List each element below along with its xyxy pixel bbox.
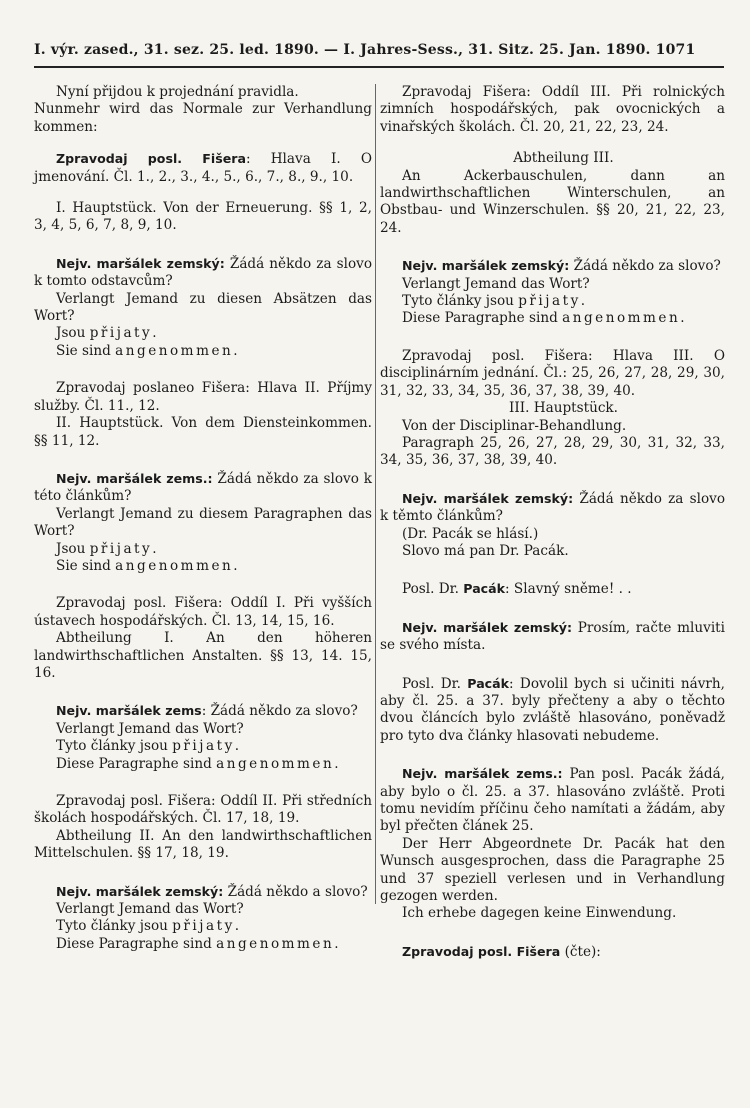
speaker-name: Nejv. maršálek zems: [56, 703, 202, 719]
paragraph: Zpravodaj posl. Fišera: Oddíl I. Při vyšších ústavech hospodářských. Čl. 13, 14, 15, 16.: [34, 595, 372, 629]
paragraph: Paragraph 25, 26, 27, 28, 29, 30, 31, 32, 33, 34, 35, 36, 37, 38, 39, 40.: [380, 434, 725, 469]
paragraph: Diese Paragraphe sind angenommen.: [402, 310, 685, 327]
paragraph: Tyto články jsou přijaty.: [402, 293, 586, 310]
paragraph: Nejv. maršálek zemský: Žádá někdo a slovo?: [56, 883, 368, 900]
paragraph: Jsou přijaty.: [56, 540, 157, 557]
paragraph: Tyto články jsou přijaty.: [56, 738, 240, 755]
paragraph: Nejv. maršálek zemský: Žádá někdo za slovo?: [402, 258, 721, 275]
paragraph: III. Hauptstück.: [509, 400, 618, 417]
paragraph: Nejv. maršálek zemský: Žádá někdo za slovo k tomto odstavcům?: [34, 255, 373, 290]
paragraph: Nejv. maršálek zems.: Žádá někdo za slovo k této článkům?: [34, 470, 372, 505]
paragraph: Posl. Dr. Pacák: Slavný sněme! . .: [402, 581, 632, 598]
paragraph: Verlangt Jemand das Wort?: [56, 901, 244, 918]
speaker-name: Nejv. maršálek zemský:: [56, 883, 224, 899]
right-column: [380, 84, 725, 961]
paragraph: Nejv. maršálek zemský: Žádá někdo za slovo k těmto článkům?: [380, 490, 725, 525]
paragraph: Abtheilung III.: [513, 150, 614, 167]
paragraph: Verlangt Jemand zu diesen Absätzen das Wort?: [34, 290, 372, 325]
paragraph: Nejv. maršálek zems.: Pan posl. Pacák žádá, aby bylo o čl. 25. a 37. hlasováno zvláště. Proti tomu nevidím příčinu čeho namítati a žádám, aby byl přečten článek 25.: [380, 766, 725, 835]
paragraph: II. Hauptstück. Von dem Diensteinkommen. §§ 11, 12.: [34, 415, 372, 449]
paragraph: Nejv. maršálek zems: Žádá někdo za slovo?: [56, 703, 358, 720]
paragraph: Diese Paragraphe sind angenommen.: [56, 935, 339, 952]
paragraph: Tyto články jsou přijaty.: [56, 918, 240, 935]
paragraph: I. Hauptstück. Von der Erneuerung. §§ 1, 2, 3, 4, 5, 6, 7, 8, 9, 10.: [34, 200, 372, 234]
paragraph: Verlangt Jemand zu diesem Paragraphen das Wort?: [34, 505, 372, 540]
paragraph: Posl. Dr. Pacák: Dovolil bych si učiniti návrh, aby čl. 25. a 37. byly přečteny a aby o těchto dvou článcích bylo zvláště hlasováno, poněvadž pro tyto dva články hlasovati nebudeme.: [380, 675, 725, 744]
paragraph: Diese Paragraphe sind angenommen.: [56, 755, 339, 772]
paragraph: Zpravodaj posl. Fišera: Hlava III. O disciplinárním jednání. Čl.: 25, 26, 27, 28, 29, 30, 31, 32, 33, 34, 35, 36, 37, 38, 39, 40.: [380, 347, 725, 399]
paragraph: Zpravodaj Fišera: Oddíl III. Při rolnických zimních hospodářských, pak ovocnických a vinařských školách. Čl. 20, 21, 22, 23, 24.: [380, 84, 726, 135]
paragraph: Nejv. maršálek zemský: Prosím, račte mluviti se svého místa.: [380, 619, 725, 654]
speaker-name: Nejv. maršálek zemský:: [402, 490, 574, 506]
paragraph: Jsou přijaty.: [56, 325, 157, 342]
paragraph: Sie sind angenommen.: [56, 557, 238, 574]
paragraph: Nyní přijdou k projednání pravidla.: [56, 84, 299, 100]
speaker-name: Nejv. maršálek zemský:: [402, 619, 573, 635]
paragraph: Verlangt Jemand das Wort?: [56, 720, 244, 737]
paragraph: (Dr. Pacák se hlásí.): [402, 525, 539, 542]
paragraph: Zpravodaj poslaneo Fišera: Hlava II. Příjmy služby. Čl. 11., 12.: [34, 380, 372, 414]
speaker-name: Pacák: [467, 675, 510, 691]
left-column: [34, 84, 372, 953]
paragraph: Von der Disciplinar-Behandlung.: [402, 417, 627, 434]
speaker-name: Nejv. maršálek zemský:: [56, 255, 225, 271]
speaker-name: Pacák: [463, 581, 506, 597]
paragraph: Ich erhebe dagegen keine Einwendung.: [402, 905, 677, 922]
paragraph: Zpravodaj posl. Fišera: Oddíl II. Při středních školách hospodářských. Čl. 17, 18, 19.: [34, 793, 372, 827]
paragraph: Sie sind angenommen.: [56, 342, 238, 359]
running-header: I. výr. zased., 31. sez. 25. led. 1890. — I. Jahres-Sess., 31. Sitz. 25. Jan. 1890. 1071: [34, 42, 724, 68]
paragraph: Slovo má pan Dr. Pacák.: [402, 542, 569, 559]
paragraph: Nunmehr wird das Normale zur Verhandlung kommen:: [34, 101, 372, 135]
speaker-name: Nejv. maršálek zems.:: [56, 470, 213, 486]
paragraph: Zpravodaj posl. Fišera: Hlava I. O jmenování. Čl. 1., 2., 3., 4., 5., 6., 7., 8., 9., 10.: [34, 151, 372, 185]
speaker-name: Zpravodaj posl. Fišera: [56, 151, 246, 167]
paragraph: Abtheilung II. An den landwirthschaftlichen Mittelschulen. §§ 17, 18, 19.: [34, 827, 372, 862]
column-divider: [375, 84, 376, 904]
speaker-name: Nejv. maršálek zemský:: [402, 258, 570, 274]
paragraph: Abtheilung I. An den höheren landwirthschaftlichen Anstalten. §§ 13, 14. 15, 16.: [34, 630, 372, 681]
speaker-name: Zpravodaj posl. Fišera: [402, 943, 561, 959]
speaker-name: Nejv. maršálek zems.:: [402, 766, 563, 782]
paragraph: Verlangt Jemand das Wort?: [402, 275, 590, 292]
paragraph: An Ackerbauschulen, dann an landwirthschaftlichen Winterschulen, an Obstbau- und Winzerschulen. §§ 20, 21, 22, 23, 24.: [380, 167, 725, 236]
paragraph: Zpravodaj posl. Fišera (čte):: [402, 943, 601, 960]
paragraph: Der Herr Abgeordnete Dr. Pacák hat den Wunsch ausgesprochen, dass die Paragraphe 25 und 37 speziell verlesen und in Verhandlung gezogen werden.: [380, 835, 725, 905]
